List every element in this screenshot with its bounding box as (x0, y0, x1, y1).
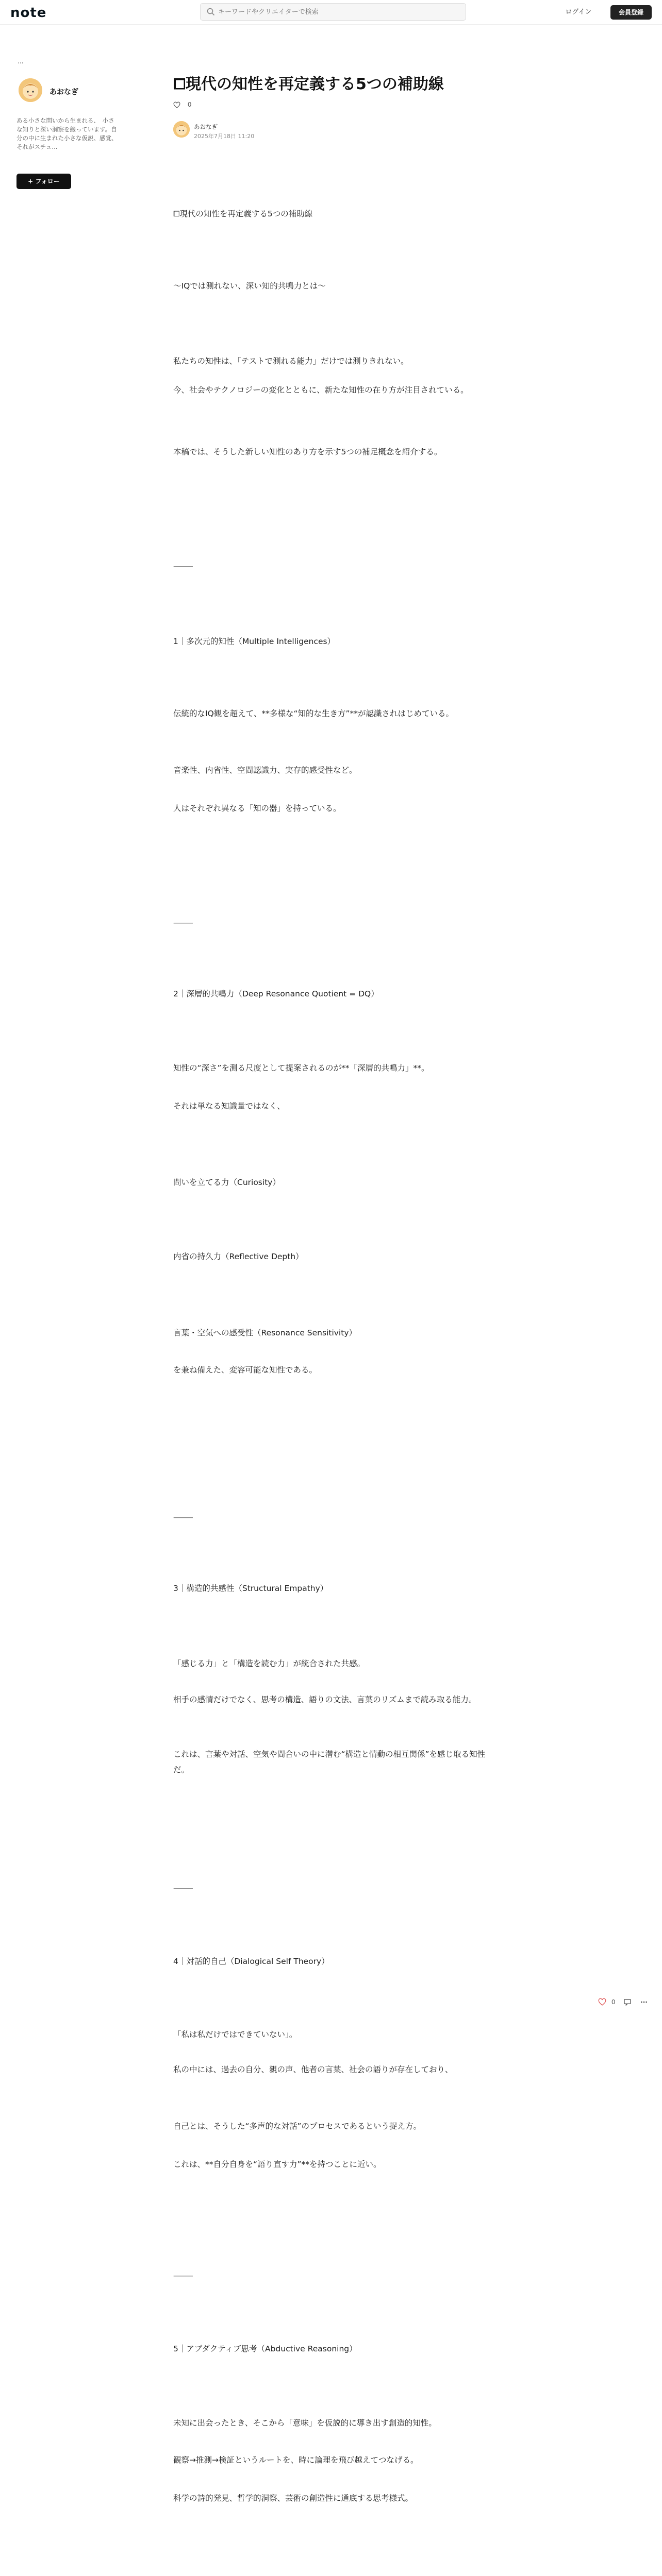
site-logo[interactable]: note (10, 5, 47, 21)
article-paragraph: 内省の持久力（Reflective Depth） (173, 1252, 304, 1261)
article-paragraph: これは、言葉や対話、空気や間合いの中に潜む“構造と情動の相互関係”を感じ取る知性だ。 (173, 1750, 486, 1774)
floating-action-bar (598, 1998, 655, 2011)
sidebar-author-description: ある小さな問いから生まれる、 小さな知りと深い洞察を綴っています。自分の中に生まれた小さな仮説、感覚、それがスチュ... (16, 117, 118, 150)
article-paragraph: 科学の詩的発見、哲学的洞察、芸術の創造性に通底する思考様式。 (173, 2494, 413, 2503)
article-paragraph: 3｜構造的共感性（Structural Empathy） (173, 1584, 328, 1593)
sidebar-top-link[interactable]: ... (18, 58, 24, 65)
login-button[interactable]: ログイン (565, 8, 592, 16)
follow-button[interactable]: + フォロー (16, 174, 71, 189)
like-count: 0 (187, 101, 192, 108)
site-header (0, 0, 662, 25)
avatar-face-icon (173, 121, 190, 138)
article-title: ⧠現代の知性を再定義する5つの補助線 (173, 75, 444, 93)
article-paragraph: 知性の“深さ”を測る尺度として提案されるのが**「深層的共鳴力」**。 (173, 1063, 429, 1073)
article-paragraph: 言葉・空気への感受性（Resonance Sensitivity） (173, 1328, 357, 1337)
article-paragraph: ⧠現代の知性を再定義する5つの補助線 (173, 209, 313, 218)
sidebar-author-name[interactable]: あおなぎ (49, 88, 78, 96)
article-paragraph: 問いを立てる力（Curiosity） (173, 1178, 280, 1187)
sidebar-avatar[interactable] (19, 78, 42, 102)
article-like-top[interactable] (173, 101, 204, 112)
article-paragraph: を兼ね備えた、変容可能な知性である。 (173, 1365, 318, 1375)
signup-button[interactable]: 会員登録 (610, 5, 652, 20)
search-box[interactable] (200, 3, 466, 21)
article-paragraph: ⸻ (173, 2271, 193, 2280)
heart-icon[interactable] (173, 101, 180, 109)
article-paragraph: 自己とは、そうした“多声的な対話”のプロセスであるという捉え方。 (173, 2122, 422, 2131)
article-date: 2025年7月18日 11:20 (194, 133, 255, 140)
article-paragraph: 伝統的なIQ観を超えて、**多様な“知的な生き方”**が認識されはじめている。 (173, 709, 454, 718)
article-paragraph: これは、**自分自身を“語り直す力”**を持つことに近い。 (173, 2160, 382, 2169)
article-paragraph: 4｜対話的自己（Dialogical Self Theory） (173, 1957, 329, 1966)
article-paragraph: 本稿では、そうした新しい知性のあり方を示す5つの補足概念を紹介する。 (173, 447, 442, 456)
article-paragraph: 1｜多次元的知性（Multiple Intelligences） (173, 637, 336, 646)
article-paragraph: 人はそれぞれ異なる「知の器」を持っている。 (173, 804, 341, 813)
article-paragraph: 「私は私だけではできていない」。 (173, 2030, 297, 2039)
article-paragraph: 私たちの知性は、「テストで測れる能力」だけでは測りきれない。 (173, 357, 409, 366)
article-paragraph: ⸻ (173, 918, 193, 927)
article-paragraph: 〜IQでは測れない、深い知的共鳴力とは〜 (173, 281, 326, 291)
more-icon[interactable] (640, 1998, 648, 2006)
floating-like-count: 0 (611, 1998, 616, 2006)
article-paragraph: ⸻ (173, 562, 193, 571)
article-paragraph: 今、社会やテクノロジーの変化とともに、新たな知性の在り方が注目されている。 (173, 385, 469, 395)
author-avatar[interactable] (173, 121, 190, 138)
article-paragraph: 観察→推測→検証というルートを、時に論理を飛び越えてつなげる。 (173, 2455, 419, 2465)
article-paragraph: 5｜アブダクティブ思考（Abductive Reasoning） (173, 2344, 357, 2353)
search-icon (207, 8, 215, 16)
article-paragraph: 私の中には、過去の自分、親の声、他者の言葉、社会の語りが存在しており、 (173, 2065, 453, 2074)
article-paragraph: 未知に出会ったとき、そこから「意味」を仮説的に導き出す創造的知性。 (173, 2418, 437, 2428)
article-paragraph: 相手の感情だけでなく、思考の構造、語りの文法、言葉のリズムまで読み取る能力。 (173, 1695, 477, 1704)
article-paragraph: ⸻ (173, 1884, 193, 1893)
article-paragraph: 音楽性、内省性、空間認識力、実存的感受性など。 (173, 766, 357, 775)
heart-icon[interactable] (598, 1998, 606, 2006)
article-paragraph: 「感じる力」と「構造を読む力」が統合された共感。 (173, 1659, 366, 1668)
comment-icon[interactable] (623, 1998, 632, 2006)
article-paragraph: ⸻ (173, 1513, 193, 1522)
article-paragraph: 2｜深層的共鳴力（Deep Resonance Quotient = DQ） (173, 989, 379, 998)
search-input[interactable] (218, 4, 460, 20)
article-paragraph: それは単なる知識量ではなく、 (173, 1101, 285, 1111)
avatar-face-icon (19, 78, 42, 102)
article-author-name[interactable]: あおなぎ (194, 123, 218, 130)
